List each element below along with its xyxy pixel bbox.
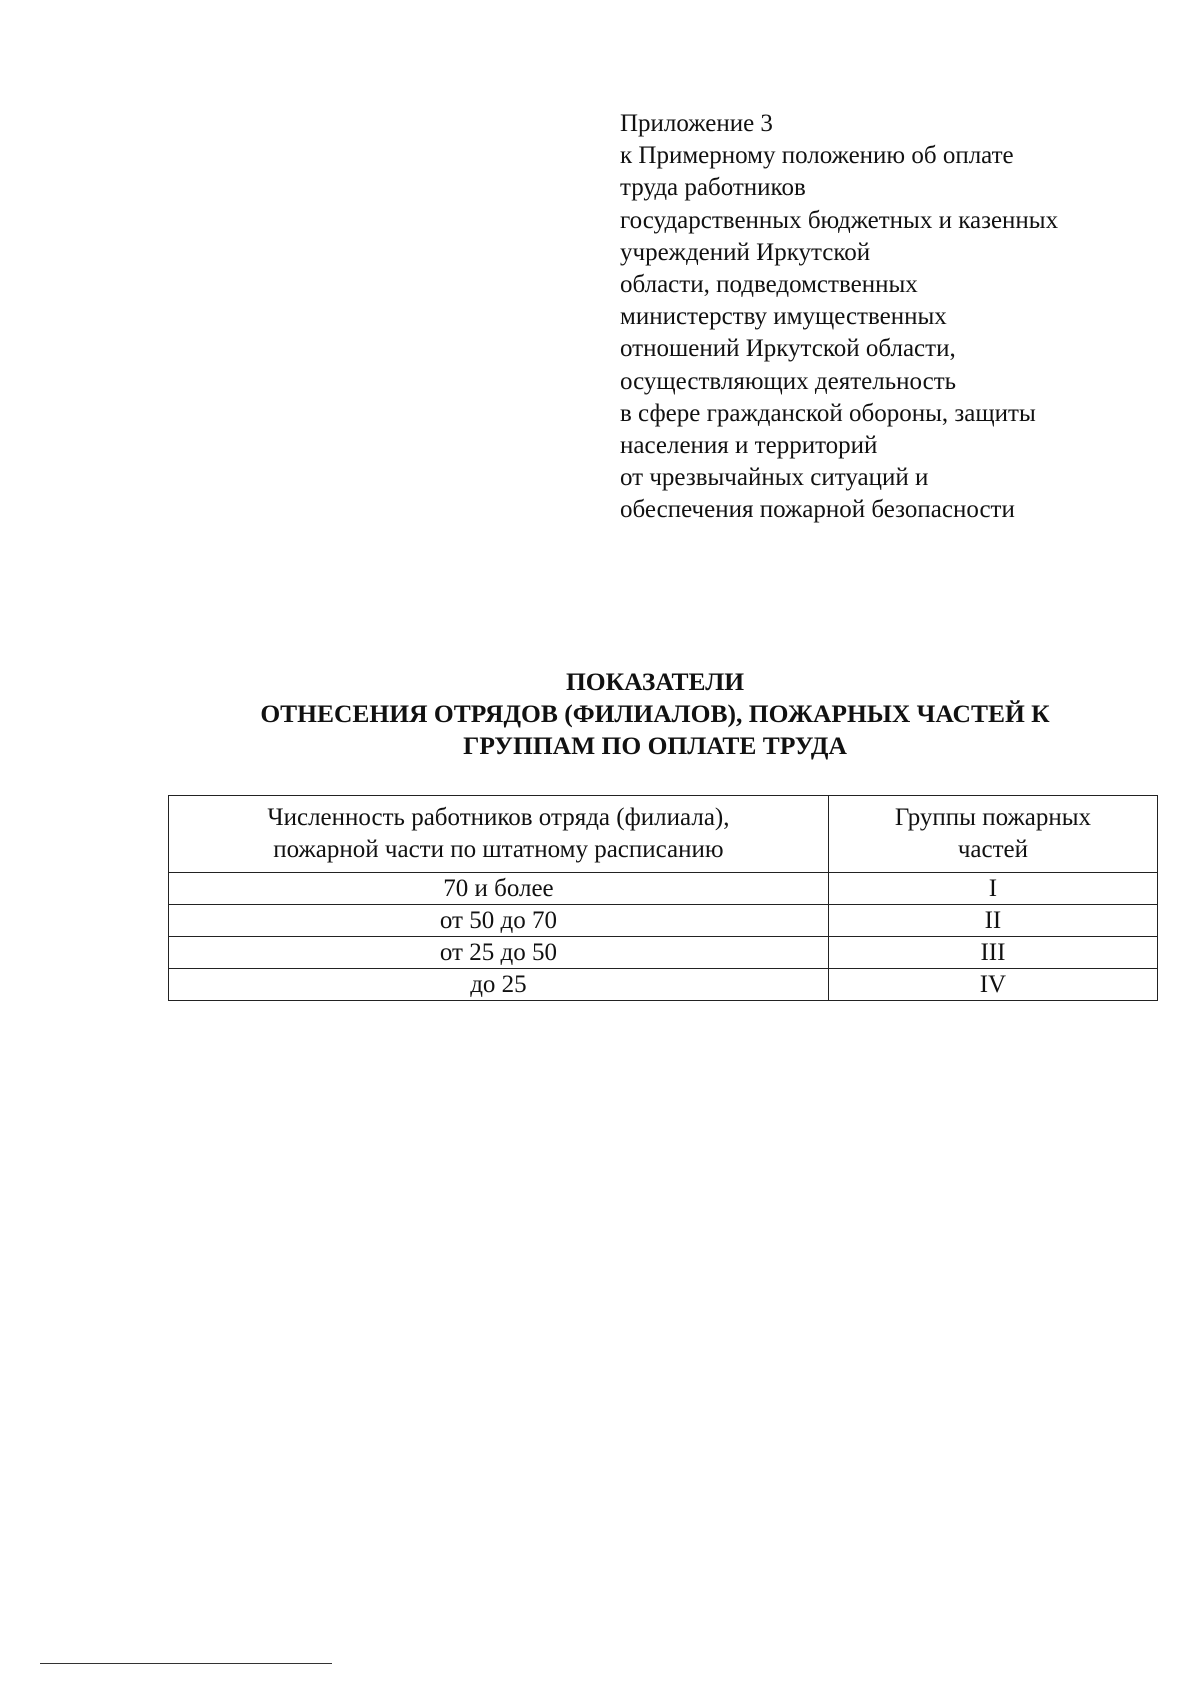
appendix-line: области, подведомственных	[620, 271, 918, 299]
group-cell: I	[828, 873, 1157, 905]
header-staff-line: пожарной части по штатному расписанию	[273, 836, 724, 863]
group-cell: II	[828, 905, 1157, 937]
header-group-line: Группы пожарных	[894, 804, 1092, 831]
appendix-line: министерству имущественных	[620, 303, 947, 331]
header-staff-line: Численность работников отряда (филиала),	[267, 804, 730, 831]
footnote-separator-line	[40, 1663, 332, 1664]
group-cell: IV	[828, 969, 1157, 1001]
staff-count-cell: от 50 до 70	[169, 905, 829, 937]
appendix-line: к Примерному положению об оплате	[620, 142, 1014, 170]
header-group-line: частей	[957, 836, 1029, 863]
table-row	[169, 937, 1158, 969]
header-staff-count	[169, 796, 829, 873]
appendix-line: населения и территорий	[620, 432, 878, 460]
appendix-line: от чрезвычайных ситуаций и	[620, 464, 929, 492]
staff-count-cell: до 25	[169, 969, 829, 1001]
appendix-line: отношений Иркутской области,	[620, 335, 956, 363]
group-cell: III	[828, 937, 1157, 969]
title-line: ГРУППАМ ПО ОПЛАТЕ ТРУДА	[463, 731, 847, 760]
table-row	[169, 905, 1158, 937]
header-fire-unit-group	[828, 796, 1157, 873]
appendix-line: Приложение 3	[620, 110, 773, 137]
table-row	[169, 873, 1158, 905]
staff-count-cell: 70 и более	[169, 873, 829, 905]
appendix-line: осуществляющих деятельность	[620, 367, 957, 395]
appendix-line: учреждений Иркутской	[620, 238, 871, 266]
appendix-line: в сфере гражданской обороны, защиты	[620, 399, 1036, 427]
table-row	[169, 969, 1158, 1001]
title-line: ПОКАЗАТЕЛИ	[565, 667, 745, 696]
document-title	[150, 666, 1160, 762]
staff-count-cell: от 25 до 50	[169, 937, 829, 969]
table-header-row	[169, 796, 1158, 873]
fire-unit-groups-table	[168, 795, 1158, 1001]
appendix-line: государственных бюджетных и казенных	[620, 206, 1059, 234]
title-line: ОТНЕСЕНИЯ ОТРЯДОВ (ФИЛИАЛОВ), ПОЖАРНЫХ ЧАСТЕЙ К	[260, 699, 1050, 728]
appendix-line: обеспечения пожарной безопасности	[620, 496, 1015, 524]
appendix-line: труда работников	[620, 174, 806, 202]
appendix-reference-block	[620, 108, 1140, 527]
